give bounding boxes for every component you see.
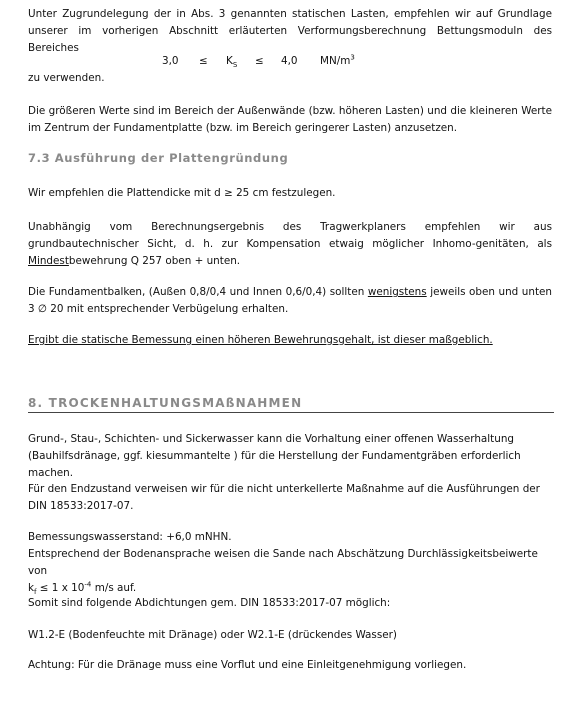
formula-less-equal-2: ≤ xyxy=(255,55,264,67)
section-8-heading: 8. TROCKENHALTUNGSMAßNAHMEN xyxy=(28,396,554,413)
formula-upper-bound: 4,0 xyxy=(281,55,298,67)
values-distribution-paragraph: Die größeren Werte sind im Bereich der Außenwände (bzw. höheren Lasten) und die kleineren Werte im Zentrum der Fundamentplatte (bzw. im Bereich geringerer Lasten) anzusetzen. xyxy=(28,105,552,134)
reinforcement-paragraph: Unabhängig vom Berechnungsergebnis des Tragwerkplaners empfehlen wir aus grundbautechnischer Sicht, d. h. zur Kompensation etwaig möglicher Inhomo-genitäten, als Mindestbewehrung Q 257 oben + unten. xyxy=(28,221,552,267)
section-7-3-heading: 7.3 Ausführung der Plattengründung xyxy=(28,151,289,165)
static-design-note: Ergibt die statische Bemessung einen höheren Bewehrungsgehalt, ist dieser maßgeblich. xyxy=(28,334,493,346)
final-state-paragraph: Für den Endzustand verweisen wir für die nicht unterkellerte Maßnahme auf die Ausführungen der DIN 18533:2017-07. xyxy=(28,483,540,512)
sealing-options-paragraph: Somit sind folgende Abdichtungen gem. DIN 18533:2017-07 möglich: xyxy=(28,597,391,609)
plate-thickness-paragraph: Wir empfehlen die Plattendicke mit d ≥ 25 cm festzulegen. xyxy=(28,187,336,199)
sealing-classes-paragraph: W1.2-E (Bodenfeuchte mit Dränage) oder W2.1-E (drückendes Wasser) xyxy=(28,629,397,641)
formula-unit: $MN/m^3$ xyxy=(320,53,355,67)
formula-symbol: $K_S$ xyxy=(226,55,238,70)
intro-paragraph: Unter Zugrundelegung der in Abs. 3 genannten statischen Lasten, empfehlen wir auf Grundlage unserer im vorherigen Abschnitt erläuterten Verformungsberechnung Bettungsmoduln des Bereiches xyxy=(28,8,552,54)
formula-lower-bound: 3,0 xyxy=(162,55,179,67)
groundwater-paragraph: Grund-, Stau-, Schichten- und Sickerwasser kann die Vorhaltung einer offenen Wasserhaltung (Bauhilfsdränage, ggf. kiesummantelte ) für die Herstellung der Fundamentgräben erforderlich machen. xyxy=(28,433,521,479)
drainage-warning-paragraph: Achtung: Für die Dränage muss eine Vorflut und eine Einleitgenehmigung vorliegen. xyxy=(28,659,467,671)
foundation-beams-paragraph: Die Fundamentbalken, (Außen 0,8/0,4 und Innen 0,6/0,4) sollten wenigstens jeweils oben und unten 3 ∅ 20 mit entsprechender Verbügelung erhalten. xyxy=(28,286,552,315)
use-paragraph: zu verwenden. xyxy=(28,72,105,84)
water-level-paragraph: Bemessungswasserstand: +6,0 mNHN. Entsprechend der Bodenansprache weisen die Sande nach Abschätzung Durchlässigkeitsbeiwerte von $k_f \le 1$ x $10^{-4}$ m/s auf. xyxy=(28,531,538,597)
formula-less-equal-1: ≤ xyxy=(199,55,208,67)
